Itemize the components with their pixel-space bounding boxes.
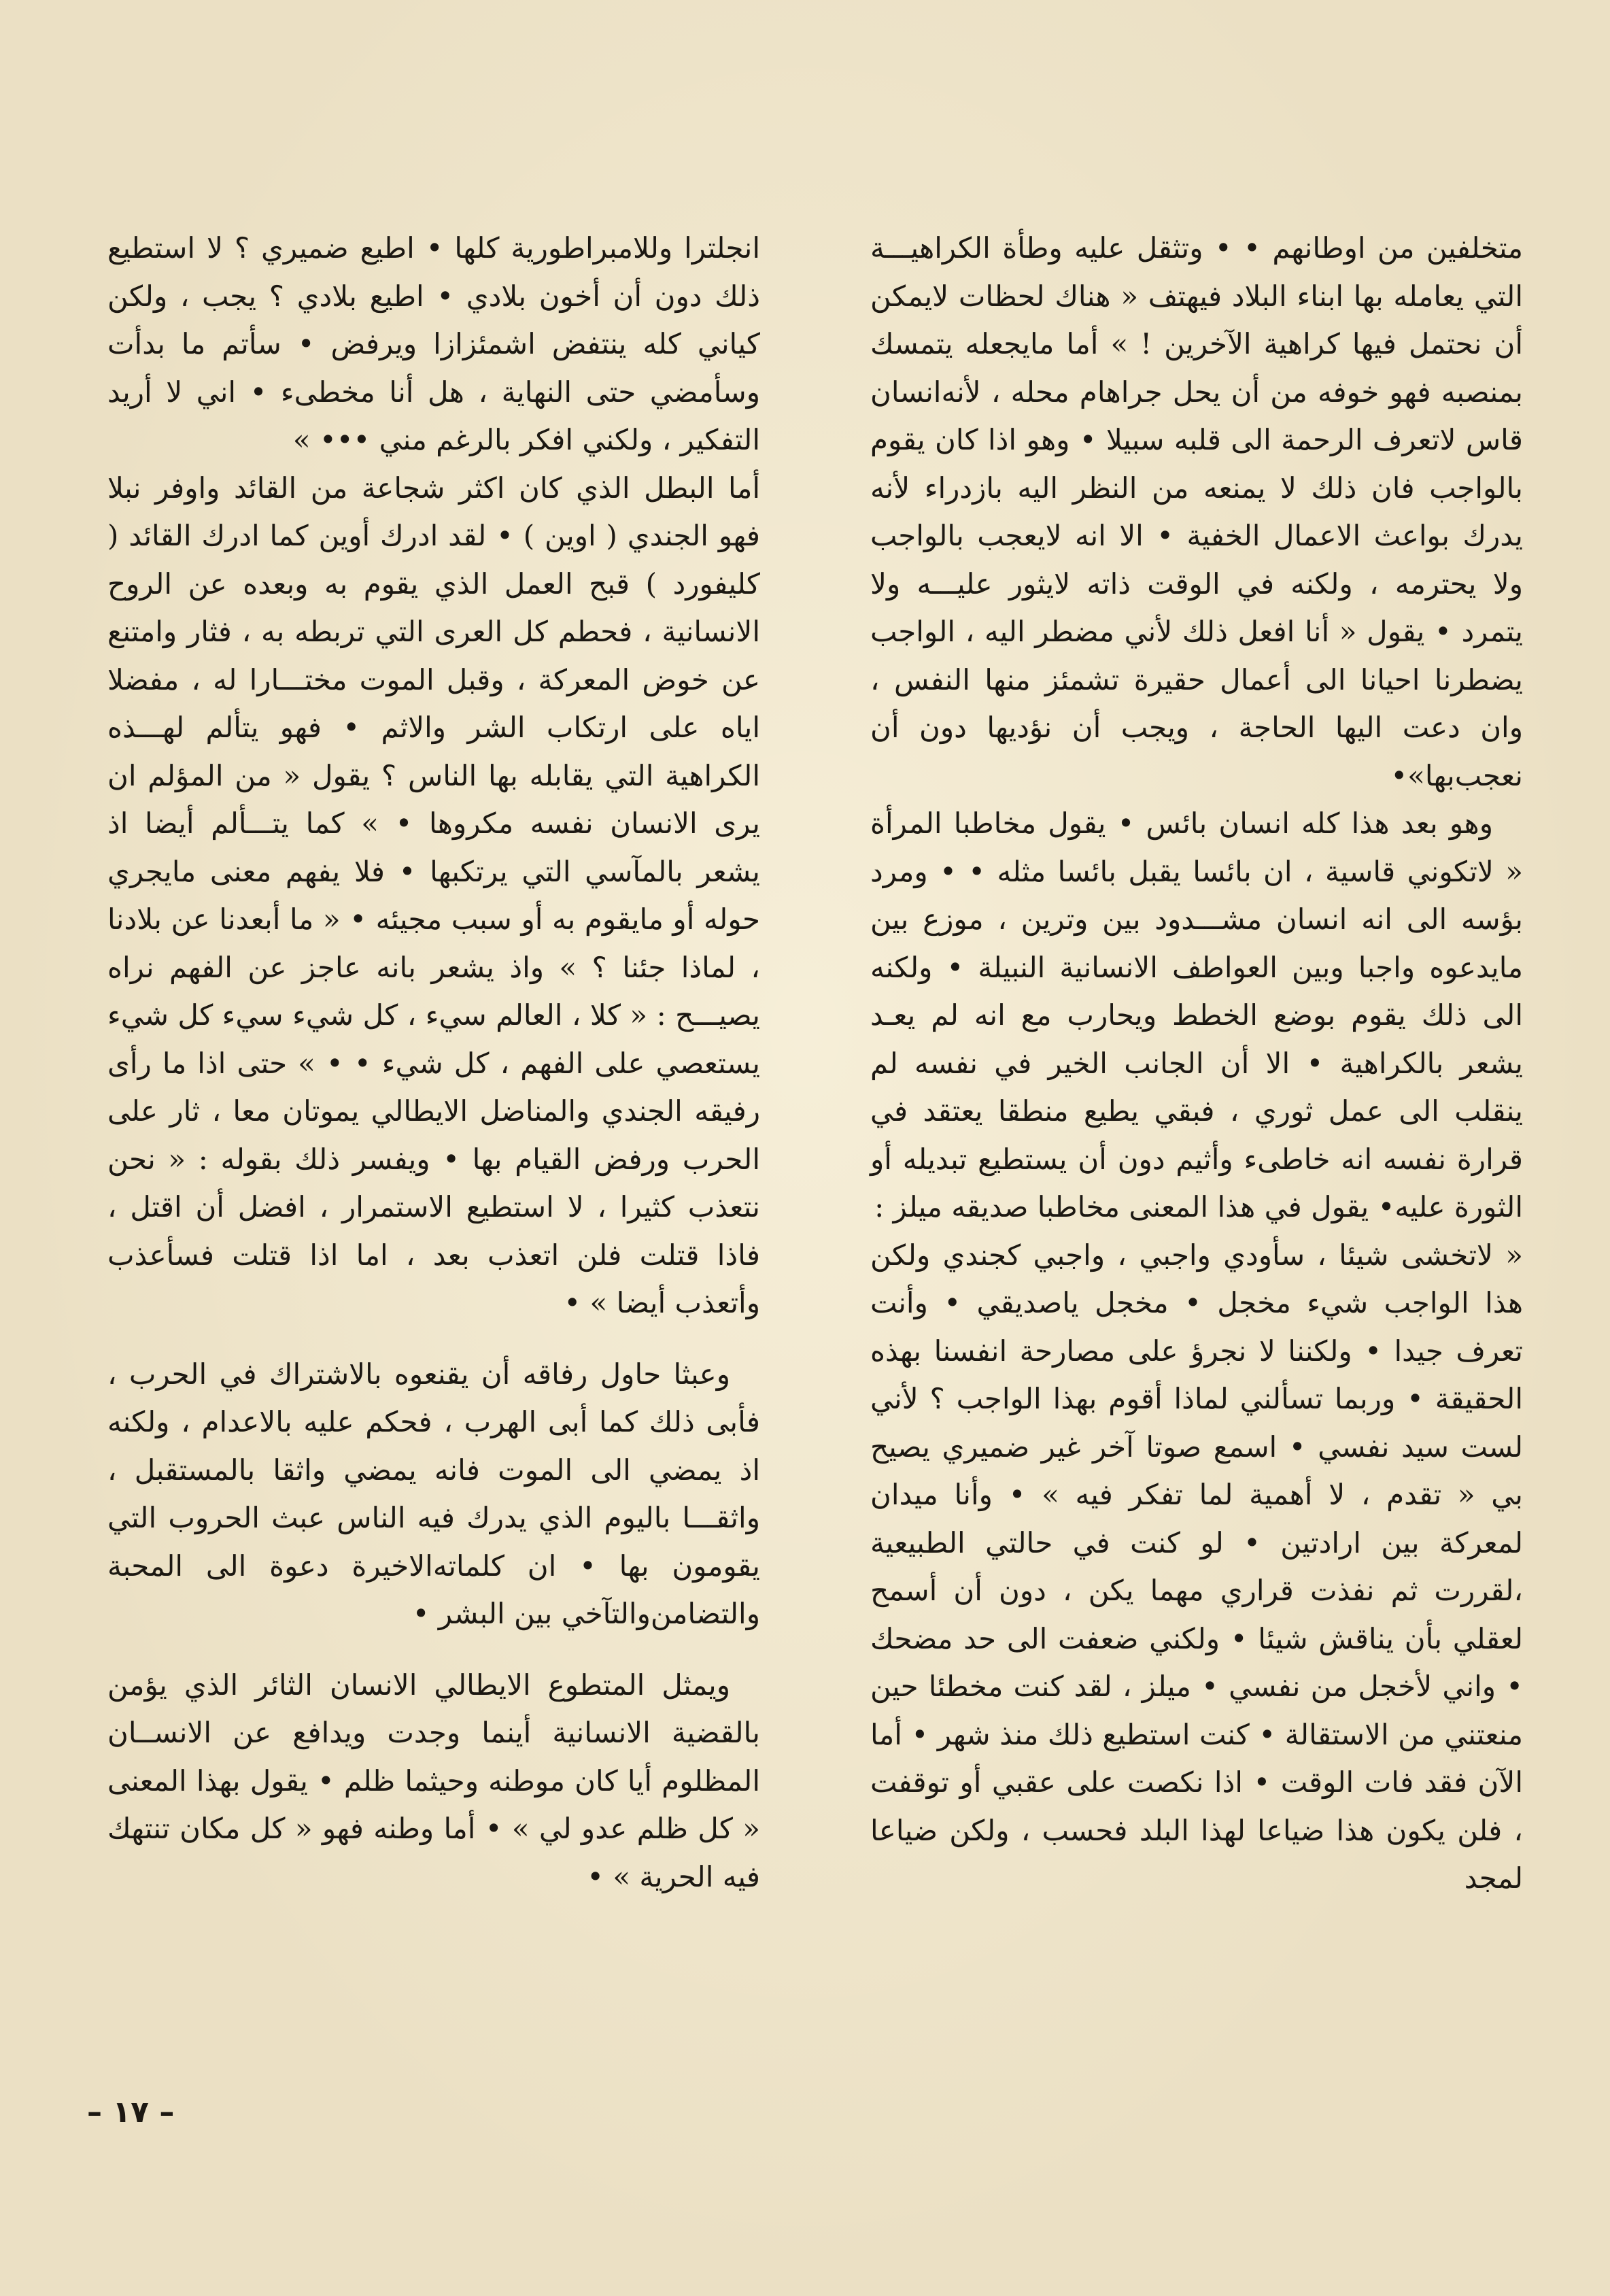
paragraph: وهو بعد هذا كله انسان بائس • يقول مخاطبا المرأة « لاتكوني قاسية ، ان بائسا يقبل بائسا مثله • • ومرد بؤسه الى انه انسان مشـــدود بين وترين ، موزع بين مايدعوه واجبا وبين العواطف الانسانية النبيلة • ولكنه الى ذلك يقوم بوضع الخطط ويحارب مع انه لم يعـد يشعر بالكراهية • الا أن الجانب الخير في نفسه لم ينقلب الى عمل ثوري ، فبقي يطيع منطقا يعتقد في قرارة نفسه انه خاطىء وأثيم دون أن يستطيع تبديله أو الثورة عليه• يقول في هذا المعنى مخاطبا صديقه ميلز : [870,807,1523,1223]
paragraph: ويمثل المتطوع الايطالي الانسان الثائر الذي يؤمن بالقضية الانسانية أينما وجدت ويدافع عن الانســان المظلوم أيا كان موطنه وحيثما ظلم • يقول بهذا المعنى « كل ظلم عدو لي » • أما وطنه فهو « كل مكان تنتهك فيه الحرية » • [107,1668,760,1893]
page-number: – ١٧ – [87,2095,175,2129]
quote-paragraph: انجلترا وللامبراطورية كلها • اطيع ضميري ؟ لا استطيع ذلك دون أن أخون بلادي • اطيع بلادي ؟ يجب ، ولكن كياني كله ينتفض اشمئزازا ويرفض • سأتم ما بدأت وسأمضي حتى النهاية ، هل أنا مخطىء • اني لا أريد التفكير ، ولكني افكر بالرغم مني ••• » [107,231,760,456]
paragraph: متخلفين من اوطانهم • • وتثقل عليه وطأة الكراهيـــة التي يعامله بها ابناء البلاد فيهتف « هناك لحظات لايمكن أن نحتمل فيها كراهية الآخرين ! » أما مايجعله يتمسك بمنصبه فهو خوفه من أن يحل جراهام محله ، لأنه‌انسان قاس لاتعرف الرحمة الى قلبه سبيلا • وهو اذا كان يقوم بالواجب فان ذلك لا يمنعه من النظر اليه بازدراء لأنه يدرك بواعث الاعمال الخفية • الا انه لايعجب بالواجب ولا يحترمه ، ولكنه في الوقت ذاته لايثور عليـــه ولا يتمرد • يقول « أنا افعل ذلك لأني مضطر اليه ، الواجب يضطرنا احيانا الى أعمال حقيرة تشمئز منها النفس ، وان دعت اليها الحاجة ، ويجب أن نؤديها دون أن نعجب‌بها»• [870,231,1523,792]
quote-paragraph: « لاتخشى شيئا ، سأودي واجبي ، واجبي كجندي ولكن هذا الواجب شيء مخجل • مخجل ياصديقي • وأنت تعرف جيدا • ولكننا لا نجرؤ على مصارحة انفسنا بهذه الحقيقة • وربما تسألني لماذا أقوم بهذا الواجب ؟ لأني لست سيد نفسي • اسمع صوتا آخر غير ضميري يصيح بي « تقدم ، لا أهمية لما تفكر فيه » • وأنا ميدان لمعركة بين ارادتين • لو كنت في حالتي الطبيعية ،لقررت ثم نفذت قراري مهما يكن ، دون أن أسمح لعقلي بأن يناقش شيئا • ولكني ضعفت الى حد مضحك • واني لأخجل من نفسي • ميلز ، لقد كنت مخطئا حين منعتني من الاستقالة • كنت استطيع ذلك منذ شهر • أما الآن فقد فات الوقت • اذا نكصت على عقبي أو توقفت ، فلن يكون هذا ضياعا لهذا البلد فحسب ، ولكن ضياعا لمجد [870,1238,1523,1895]
article-column-right [870,224,1523,1903]
article-column-left [107,224,760,1901]
paragraph: أما البطل الذي كان اكثر شجاعة من القائد واوفر نبلا فهو الجندي ( اوين ) • لقد ادرك أوين كما ادرك القائد ( كليفورد ) قبح العمل الذي يقوم به وبعده عن الروح الانسانية ، فحطم كل العرى التي تربطه به ، فثار وامتنع عن خوض المعركة ، وقبل الموت مختـــارا له ، مفضلا اياه على ارتكاب الشر والاثم • فهو يتألم لهـــذه الكراهية التي يقابله بها الناس ؟ يقول « من المؤلم ان يرى الانسان نفسه مكروها • » كما يتـــألم أيضا اذ يشعر بالمآسي التي يرتكبها • فلا يفهم معنى مايجري حوله أو مايقوم به أو سبب مجيئه • « ما أبعدنا عن بلادنا ، لماذا جئنا ؟ » واذ يشعر بانه عاجز عن الفهم نراه يصيـــح : « كلا ، العالم سيء ، كل شيء سيء كل شيء يستعصي على الفهم ، كل شيء • • » حتى اذا ما رأى رفيقه الجندي والمناضل الايطالي يموتان معا ، ثار على الحرب ورفض القيام بها • ويفسر ذلك بقوله : « نحن نتعذب كثيرا ، لا استطيع الاستمرار ، افضل أن اقتل ، فاذا قتلت فلن اتعذب بعد ، اما اذا قتلت فسأعذب وأتعذب أيضا » • [107,471,760,1319]
paragraph: وعبثا حاول رفاقه أن يقنعوه بالاشتراك في الحرب ، فأبى ذلك كما أبى الهرب ، فحكم عليه بالاعدام ، ولكنه اذ يمضي الى الموت فانه يمضي واثقا بالمستقبل ، واثقـــا باليوم الذي يدرك فيه الناس عبث الحروب التي يقومون بها • ان كلماته‌الاخيرة دعوة الى المحبة والتضامن‌والتآخي بين البشر • [107,1357,760,1630]
